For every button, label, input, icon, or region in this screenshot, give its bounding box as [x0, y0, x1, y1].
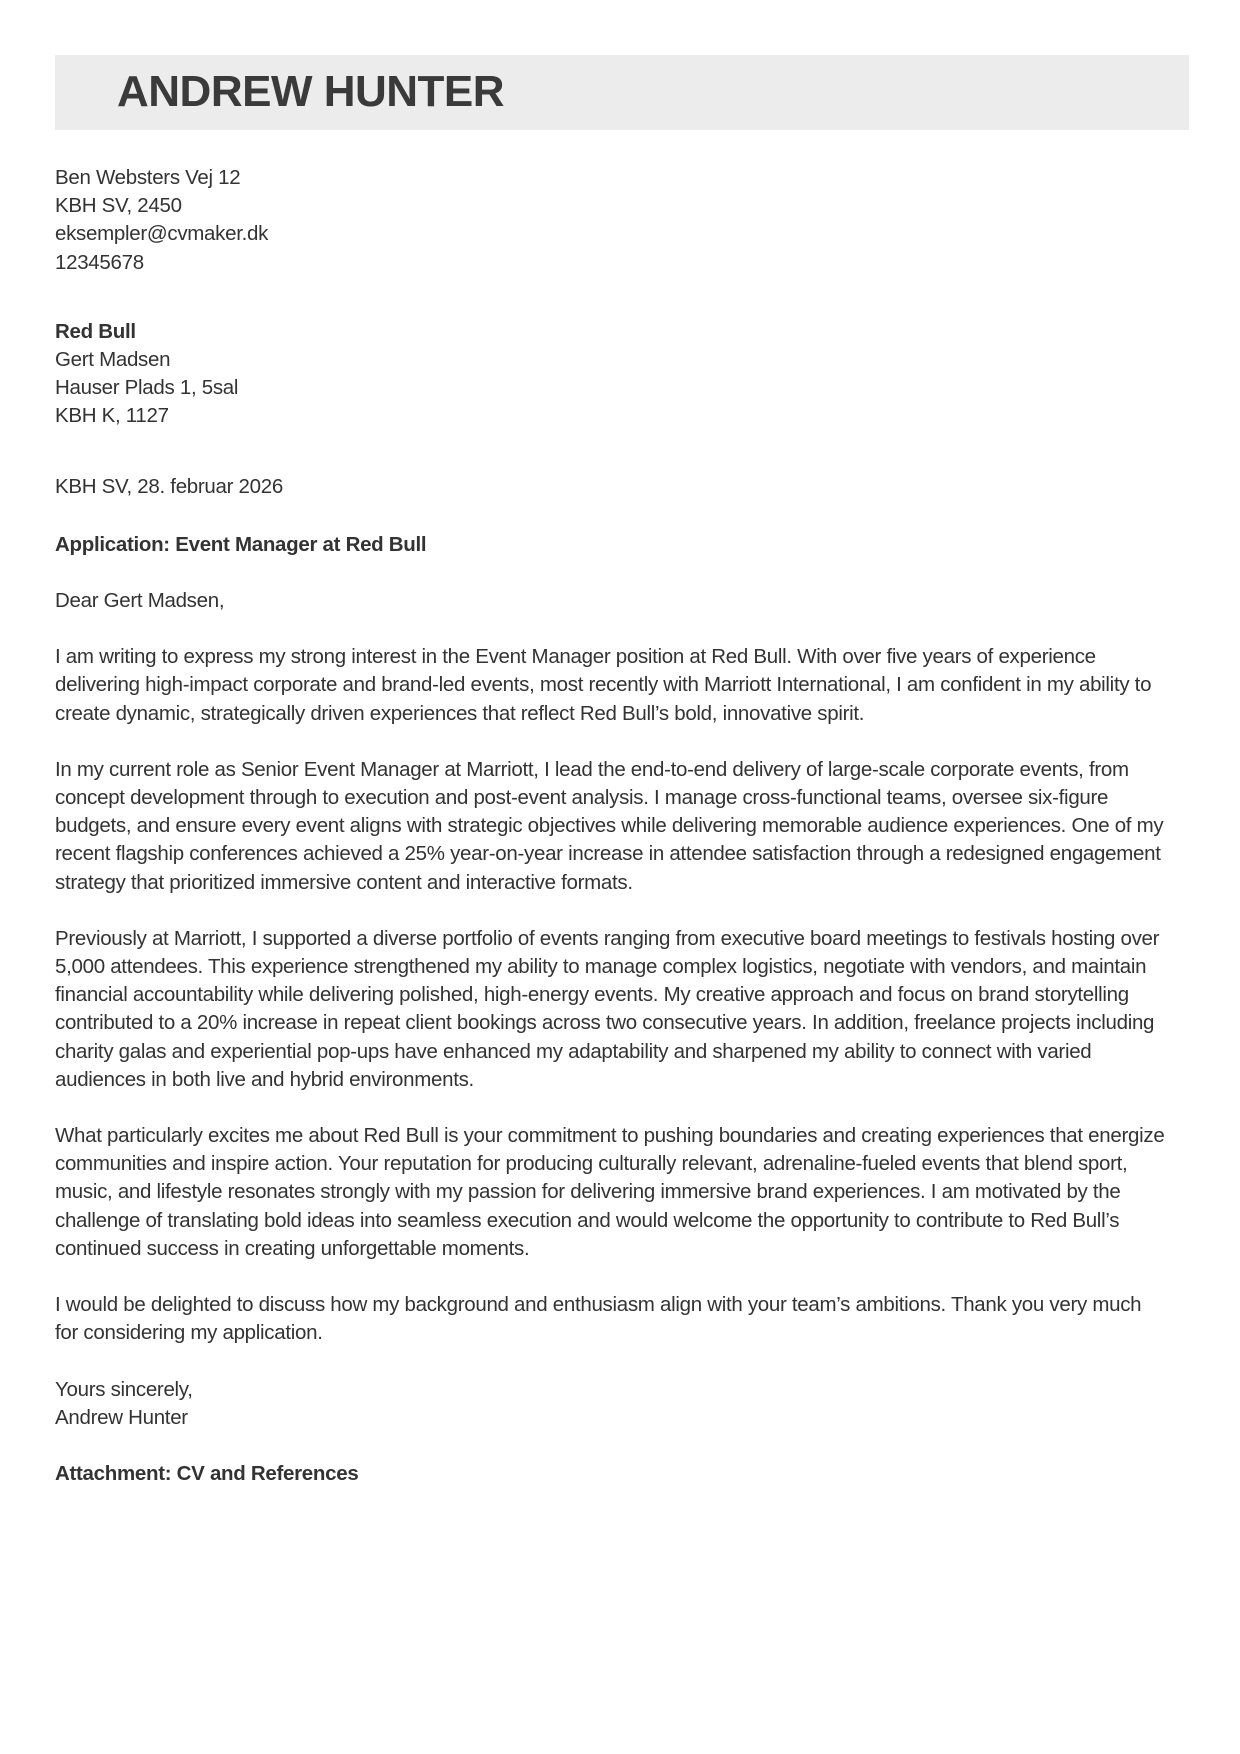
letter-content: [55, 164, 1165, 1488]
body-paragraph: In my current role as Senior Event Manager at Marriott, I lead the end-to-end delivery of large-scale corporate events, from concept development through to execution and post-event analysis. I manage cross-functional teams, oversee six-figure budgets, and ensure every event aligns with strategic objectives while delivering memorable audience experiences. One of my recent flagship conferences achieved a 25% year-on-year increase in attendee satisfaction through a redesigned engagement strategy that prioritized immersive content and interactive formats.: [55, 757, 1164, 894]
sender-phone: 12345678: [55, 250, 144, 274]
attachment-note: Attachment: CV and References: [55, 1461, 359, 1485]
body-paragraph: I would be delighted to discuss how my background and enthusiasm align with your team’s ambitions. Thank you very much for considering my application.: [55, 1293, 1142, 1345]
applicant-name: ANDREW HUNTER: [117, 67, 505, 116]
body-paragraph: I am writing to express my strong interest in the Event Manager position at Red Bull. With over five years of experience delivering high-impact corporate and brand-led events, most recently with Marriott International, I am confident in my ability to create dynamic, strategically driven experiences that reflect Red Bull’s bold, innovative spirit.: [55, 645, 1152, 725]
sender-street: Ben Websters Vej 12: [55, 166, 241, 189]
body-paragraph: What particularly excites me about Red Bull is your commitment to pushing boundaries and creating experiences that energize communities and inspire action. Your reputation for producing culturally relevant, adrenaline-fueled events that blend sport, music, and lifestyle resonates strongly with my passion for delivering immersive brand experiences. I am motivated by the challenge of translating bold ideas into seamless execution and would welcome the opportunity to contribute to Red Bull’s continued success in creating unforgettable moments.: [55, 1124, 1165, 1260]
body-paragraph: Previously at Marriott, I supported a diverse portfolio of events ranging from executive board meetings to festivals hosting over 5,000 attendees. This experience strengthened my ability to manage complex logistics, negotiate with vendors, and maintain financial accountability while delivering polished, high-energy events. My creative approach and focus on brand storytelling contributed to a 20% increase in repeat client bookings across two consecutive years. In addition, freelance projects including charity galas and experiential pop-ups have enhanced my adaptability and sharpened my ability to connect with varied audiences in both live and hybrid environments.: [55, 926, 1160, 1091]
recipient-contact: Gert Madsen: [55, 348, 171, 372]
recipient-address: [55, 318, 1165, 431]
signature-name: Andrew Hunter: [55, 1405, 188, 1429]
recipient-city: KBH K, 1127: [55, 404, 169, 428]
recipient-street: Hauser Plads 1, 5sal: [55, 376, 239, 400]
letter-salutation: Dear Gert Madsen,: [55, 589, 225, 613]
letter-date: KBH SV, 28. februar 2026: [55, 474, 283, 498]
letter-closing: [55, 1376, 1165, 1432]
sender-email: eksempler@cvmaker.dk: [55, 222, 269, 246]
header-band: [55, 55, 1189, 130]
sender-address: [55, 164, 1165, 277]
letter-subject: Application: Event Manager at Red Bull: [55, 532, 427, 556]
recipient-company: Red Bull: [55, 319, 136, 343]
sender-city: KBH SV, 2450: [55, 194, 182, 218]
closing-phrase: Yours sincerely,: [55, 1377, 193, 1401]
